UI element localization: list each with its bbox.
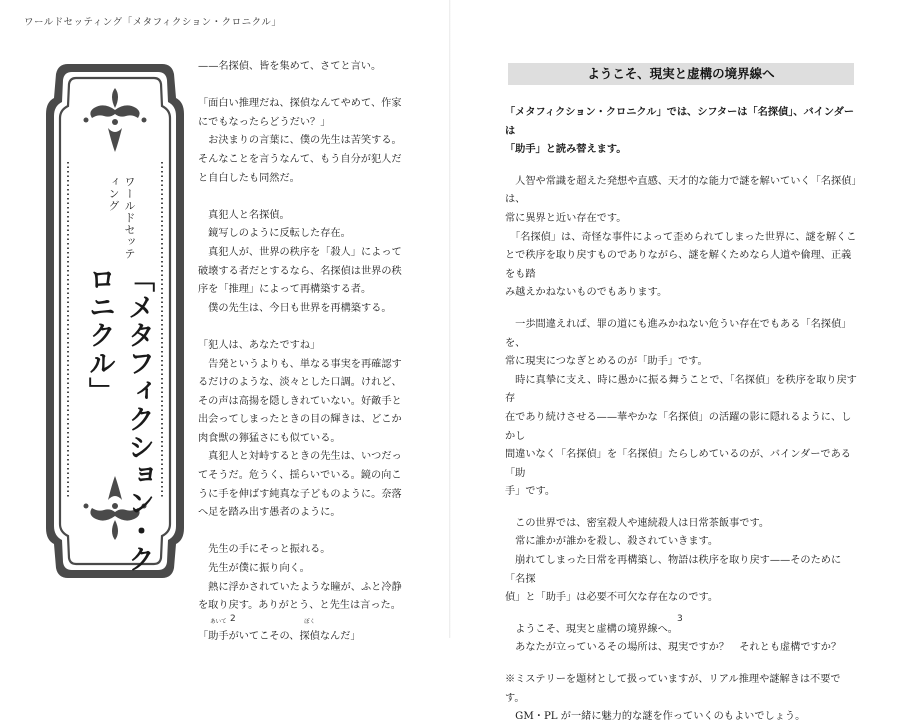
body-line: 真犯人が、世界の秩序を「殺人」によって — [198, 246, 402, 258]
body-line: うに手を伸ばす純真な子どものように。奈落 — [198, 488, 402, 500]
ruby-word-joshu: あいて 助手 — [208, 618, 229, 642]
line-break — [198, 318, 420, 337]
closing-line: 「 あいて 助手がいてこその、 ぼく 探偵なんだ」 — [198, 628, 420, 647]
body-line: 崩れてしまった日常を再構築し、物語は秩序を取り戻す——そのために「名探 — [505, 555, 842, 585]
section-heading: ようこそ、現実と虚構の境界線へ — [587, 66, 775, 81]
body-line: と自白したも同然だ。 — [198, 172, 300, 184]
body-line: 肉食獣の獰猛さにも似ている。 — [198, 432, 341, 444]
ruby-word-tantei: ぼく 探偵 — [299, 618, 320, 642]
paragraph-gap — [505, 303, 857, 316]
body-line: 常に誰かが誰かを殺し、殺されていきます。 — [505, 536, 719, 548]
right-body-text — [505, 104, 857, 727]
paragraph-gap — [505, 160, 857, 173]
body-line: 破壊する者だとするなら、名探偵は世界の秩 — [198, 265, 402, 277]
body-line: 偵」と「助手」は必要不可欠な存在なのです。 — [505, 592, 719, 604]
line-break — [198, 188, 420, 207]
body-line: るだけのような、淡々とした口調。けれど、 — [198, 377, 402, 389]
body-line: 時に真摯に支え、時に愚かに振る舞うことで、「名探偵」を秩序を取り戻す存 — [505, 374, 857, 405]
body-line: を取り戻す。ありがとう、と先生は言った。 — [198, 600, 401, 612]
paragraph-gap — [505, 502, 857, 515]
line-break — [198, 77, 420, 96]
vertical-title: 「メタフィクション・クロニクル」 — [84, 264, 154, 573]
body-line: 在であり続けさせる——華やかな「名探偵」の活躍の影に隠れるように、しかし — [505, 411, 852, 442]
body-line: 間違いなく「名探偵」を「名探偵」たらしめているのが、バインダーである「助 — [505, 449, 851, 479]
body-line: 「面白い推理だね、探偵なんてやめて、作家 — [198, 98, 402, 110]
body-line: お決まりの言葉に、僕の先生は苦笑する。 — [198, 135, 402, 147]
body-line: 「メタフィクション・クロニクル」では、シフターは「名探偵」、バインダーは — [505, 107, 855, 137]
body-line: 僕の先生は、今日も世界を再構築する。 — [198, 302, 392, 314]
left-body-text — [198, 58, 420, 646]
body-line: 先生が僕に振り向く。 — [198, 563, 310, 575]
body-line: ※ミステリーを題材として扱っていますが、リアル推理や謎解きは不要です。 — [505, 674, 841, 704]
body-line: てそうだ。危うく、揺らいでいる。鏡の向こ — [198, 470, 402, 482]
section-heading-box — [508, 63, 854, 85]
vertical-title-block — [84, 176, 154, 596]
body-line: へ足を踏み出す愚者のように。 — [198, 507, 341, 519]
body-line: 告発というよりも、単なる事実を再確認す — [198, 358, 402, 370]
body-line: 一歩間違えれば、罪の道にも進みかねない危うい存在でもある「名探偵」を、 — [505, 318, 852, 349]
line-break — [198, 523, 420, 542]
body-line: この世界では、密室殺人や連続殺人は日常茶飯事です。 — [505, 517, 770, 529]
body-line: 手」です。 — [505, 486, 556, 498]
body-line: 常に異界と近い存在です。 — [505, 212, 627, 224]
body-line: 出会ってしまったときの目の輝きは、どこか — [198, 414, 402, 426]
body-line: そんなことを言うなんて、もう自分が犯人だ — [198, 153, 402, 165]
body-line: 真犯人と対峙するときの先生は、いつだっ — [198, 451, 402, 463]
title-frame — [46, 58, 184, 584]
body-line: ——名探偵、皆を集めて、さてと言い。 — [198, 61, 382, 72]
body-line: にでもなったらどうだい？」 — [198, 116, 331, 128]
body-line: 「犯人は、あなたですね」 — [198, 339, 321, 351]
body-line: ようこそ、現実と虚構の境界線へ。 — [505, 623, 678, 635]
page-number-left: 2 — [230, 614, 236, 624]
body-line: あなたが立っているその場所は、現実ですか？ それとも虚構ですか？ — [505, 642, 842, 654]
paragraph-gap — [505, 658, 857, 671]
running-head: ワールドセッティング「メタフィクション・クロニクル」 — [24, 17, 282, 28]
page-gutter — [449, 0, 451, 638]
body-line: み越えかねないものでもあります。 — [505, 287, 668, 299]
vertical-subtitle: ワールドセッティング — [107, 176, 136, 260]
body-line: 「名探偵」は、奇怪な事件によって歪められてしまった世界に、謎を解くことで秩序を取り戻すものでありながら、謎を解くためなら人道や倫理、正義をも踏 — [505, 231, 857, 280]
page-number-right: 3 — [677, 614, 683, 624]
body-line: 序を「推理」によって再構築する者。 — [198, 284, 372, 296]
body-line: 鏡写しのように反転した存在。 — [198, 228, 351, 240]
body-line: 真犯人と名探偵。 — [198, 209, 290, 221]
body-line: その声は高揚を隠しきれていない。好敵手と — [198, 395, 402, 407]
body-line: 熱に浮かされていたような瞳が、ふと冷静 — [198, 581, 402, 593]
body-line: 「助手」と読み替えます。 — [505, 144, 627, 156]
body-line: 先生の手にそっと振れる。 — [198, 544, 331, 556]
body-line: GM・PL が一緒に魅力的な謎を作っていくのもよいでしょう。 — [505, 711, 806, 723]
body-line: 常に現実につなぎとめるのが「助手」です。 — [505, 356, 708, 368]
body-line: 人智や常識を超えた発想や直感、天才的な能力で謎を解いていく「名探偵」は、 — [505, 175, 857, 206]
